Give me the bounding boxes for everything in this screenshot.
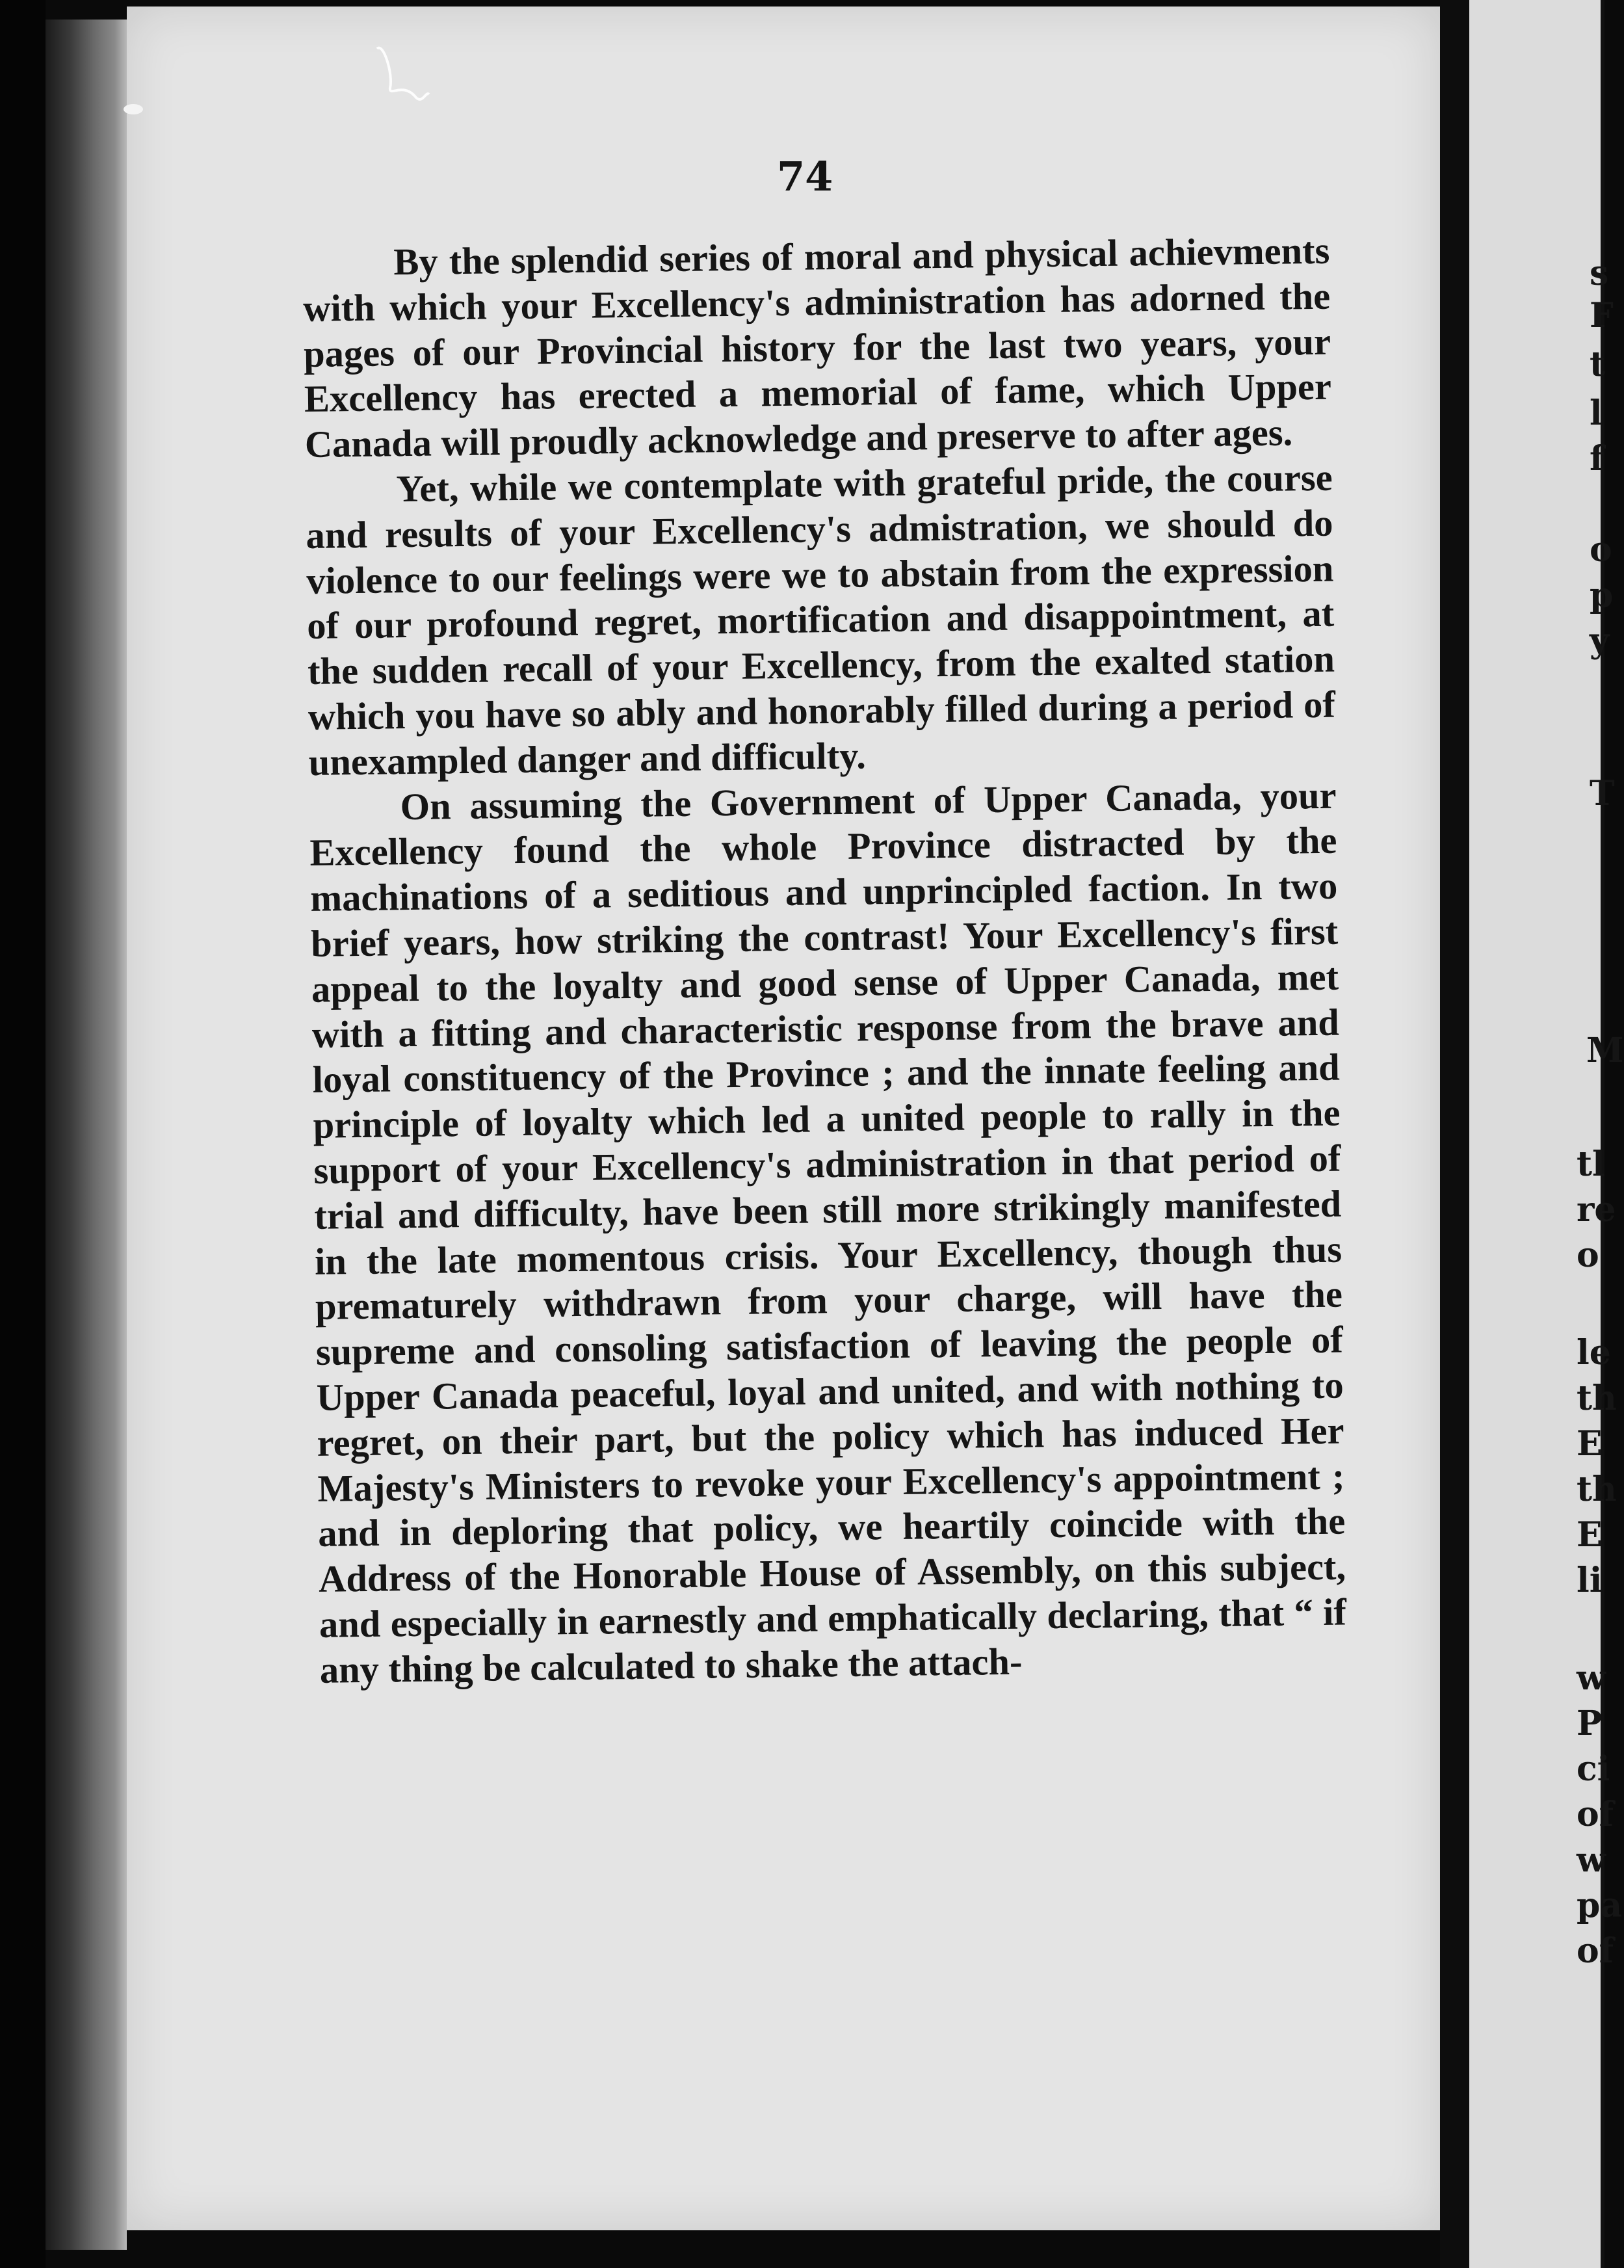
facing-page-fragment: p — [1590, 575, 1614, 615]
facing-page-fragment: of — [1577, 1795, 1614, 1834]
paragraph-1: By the splendid series of moral and physical achievments with which your Excellency's administration has adorned the pages of our Provincial history for the last two years, your Excellency has erected a memorial of fame, which Upper Canada will proudly acknowledge and preserve to after ages. — [302, 229, 1332, 466]
page-body-text — [302, 228, 1347, 1693]
facing-page-fragment: o — [1590, 530, 1612, 570]
facing-page-fragment: y — [1590, 621, 1610, 661]
facing-page-fragment: f — [1590, 439, 1604, 479]
book-spine-edge — [46, 20, 127, 2250]
facing-page-fragment: w — [1577, 1658, 1606, 1698]
facing-page-fragment: T — [1590, 774, 1615, 813]
paper-blemish — [124, 104, 143, 114]
page-number: 74 — [777, 153, 833, 200]
facing-page-fragment: M — [1586, 1031, 1624, 1070]
page-gutter — [1440, 0, 1469, 2268]
facing-page-fragment: re — [1577, 1190, 1616, 1230]
facing-page-fragment: s — [1590, 254, 1609, 293]
facing-page-fragment: w — [1577, 1840, 1606, 1880]
facing-page-border — [1601, 0, 1604, 2268]
facing-page-fragment: th — [1577, 1470, 1617, 1509]
paragraph-3: On assuming the Government of Upper Canada, your Excellency found the whole Province distracted by the machinations of a seditious and unprincipled faction. In two brief years, how striking the contrast! Your Excellency's first appeal to the loyalty and good sense of Upper Canada, met with a fitting and characteristic response from the brave and loyal constituency of the Province ; and the innate feeling and principle of loyalty which led a united people to rally in the support of your Excellency's administration in that period of trial and difficulty, have been still more strikingly manifested in the late momentous crisis. Your Excellency, though thus prematurely withdrawn from your charge, will have the supreme and consoling satisfaction of leaving the people of Upper Canada peaceful, loyal and united, and with nothing to regret, on their part, but the policy which has induced Her Majesty's Ministers to revoke your Excellency's appointment ; and in deploring that policy, we heartily coincide with the Address of the Honorable House of Assembly, on this subject, and especially in earnestly and emphatically declaring, that “ if any thing be calculated to shake the attach- — [309, 774, 1347, 1691]
facing-page-fragment: pa — [1577, 1886, 1623, 1925]
pencil-mark-icon — [364, 36, 436, 114]
facing-page-fragment: of — [1577, 1931, 1614, 1971]
paragraph-2: Yet, while we contemplate with grateful pride, the course and results of your Excellency's admistration, we should do violence to our feelings were we to abstain from the expression of our profound regret, mortification and disappointment, at the sudden recall of your Excellency, from the exalted station which you have so ably and honorably filled during a period of unexampled danger and difficulty. — [306, 456, 1336, 784]
facing-page-fragment: E — [1577, 1424, 1603, 1464]
facing-page-fragment: E — [1577, 1515, 1603, 1555]
facing-page-fragment: t — [1590, 345, 1606, 384]
facing-page-fragment: o — [1577, 1235, 1599, 1275]
facing-page-fragment: F — [1590, 296, 1614, 336]
facing-page-fragment: th — [1577, 1378, 1617, 1418]
facing-page-fragment: ci — [1577, 1749, 1610, 1789]
facing-page-edge — [1469, 0, 1624, 2268]
facing-page-fragment: l — [1590, 393, 1603, 433]
binding-shadow — [0, 0, 46, 2268]
facing-page-fragment: P — [1577, 1704, 1603, 1743]
facing-page-fragment: le — [1577, 1333, 1611, 1373]
facing-page-fragment: li — [1577, 1561, 1603, 1600]
facing-page-fragment: tl — [1577, 1144, 1605, 1184]
